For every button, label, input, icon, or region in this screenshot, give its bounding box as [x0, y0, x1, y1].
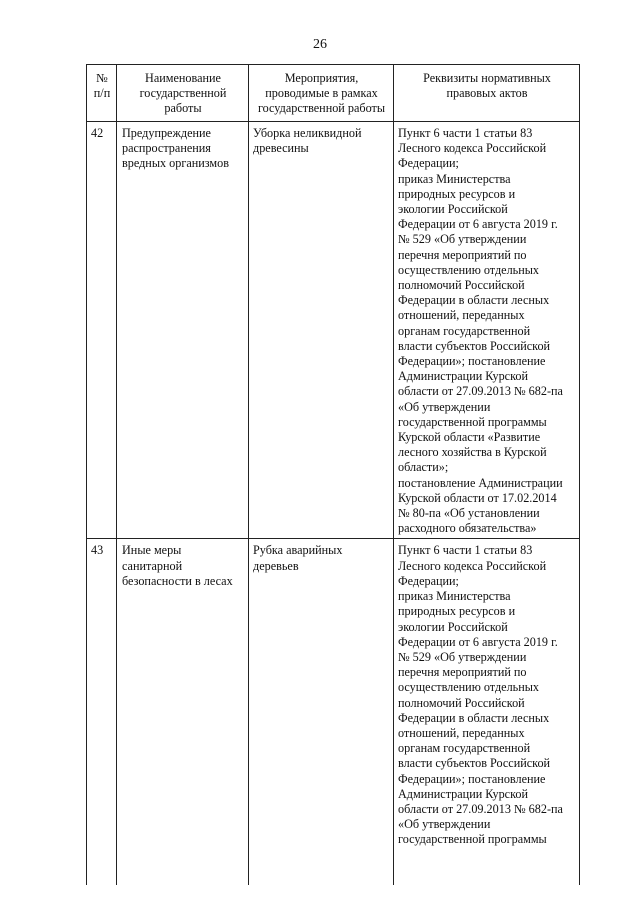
- header-activities: Мероприятия, проводимые в рамках государственной работы: [249, 65, 394, 122]
- legal-references: Пункт 6 части 1 статьи 83 Лесного кодекса Российской Федерации; приказ Министерства природных ресурсов и экологии Российской Федерации от 6 августа 2019 г. № 529 «Об утверждении перечня мероприятий по осуществлению отдельных полномочий Российской Федерации в области лесных отношений, переданных органам государственной власти субъектов Российской Федерации»; постановление Администрации Курской области от 27.09.2013 № 682-па «Об утверждении государственной программы: [394, 539, 580, 886]
- header-num: № п/п: [87, 65, 117, 122]
- table-header-row: [87, 65, 580, 122]
- work-name: Иные меры санитарной безопасности в лесах: [117, 539, 249, 886]
- row-number: 42: [87, 122, 117, 539]
- page-number: 26: [313, 37, 327, 52]
- legal-references: Пункт 6 части 1 статьи 83 Лесного кодекса Российской Федерации; приказ Министерства природных ресурсов и экологии Российской Федерации от 6 августа 2019 г. № 529 «Об утверждении перечня мероприятий по осуществлению отдельных полномочий Российской Федерации в области лесных отношений, переданных органам государственной власти субъектов Российской Федерации»; постановление Администрации Курской области от 27.09.2013 № 682-па «Об утверждении государственной программы Курской области «Развитие лесного хозяйства в Курской области»; постановление Администрации Курской области от 17.02.2014 № 80-па «Об установлении расходного обязательства»: [394, 122, 580, 539]
- work-name: Предупреждение распространения вредных организмов: [117, 122, 249, 539]
- header-name: Наименование государственной работы: [117, 65, 249, 122]
- row-number: 43: [87, 539, 117, 886]
- header-references: Реквизиты нормативных правовых актов: [394, 65, 580, 122]
- work-activities: Уборка неликвидной древесины: [249, 122, 394, 539]
- regulations-table: [86, 64, 580, 885]
- table-row: [87, 539, 580, 886]
- work-activities: Рубка аварийных деревьев: [249, 539, 394, 886]
- table-row: [87, 122, 580, 539]
